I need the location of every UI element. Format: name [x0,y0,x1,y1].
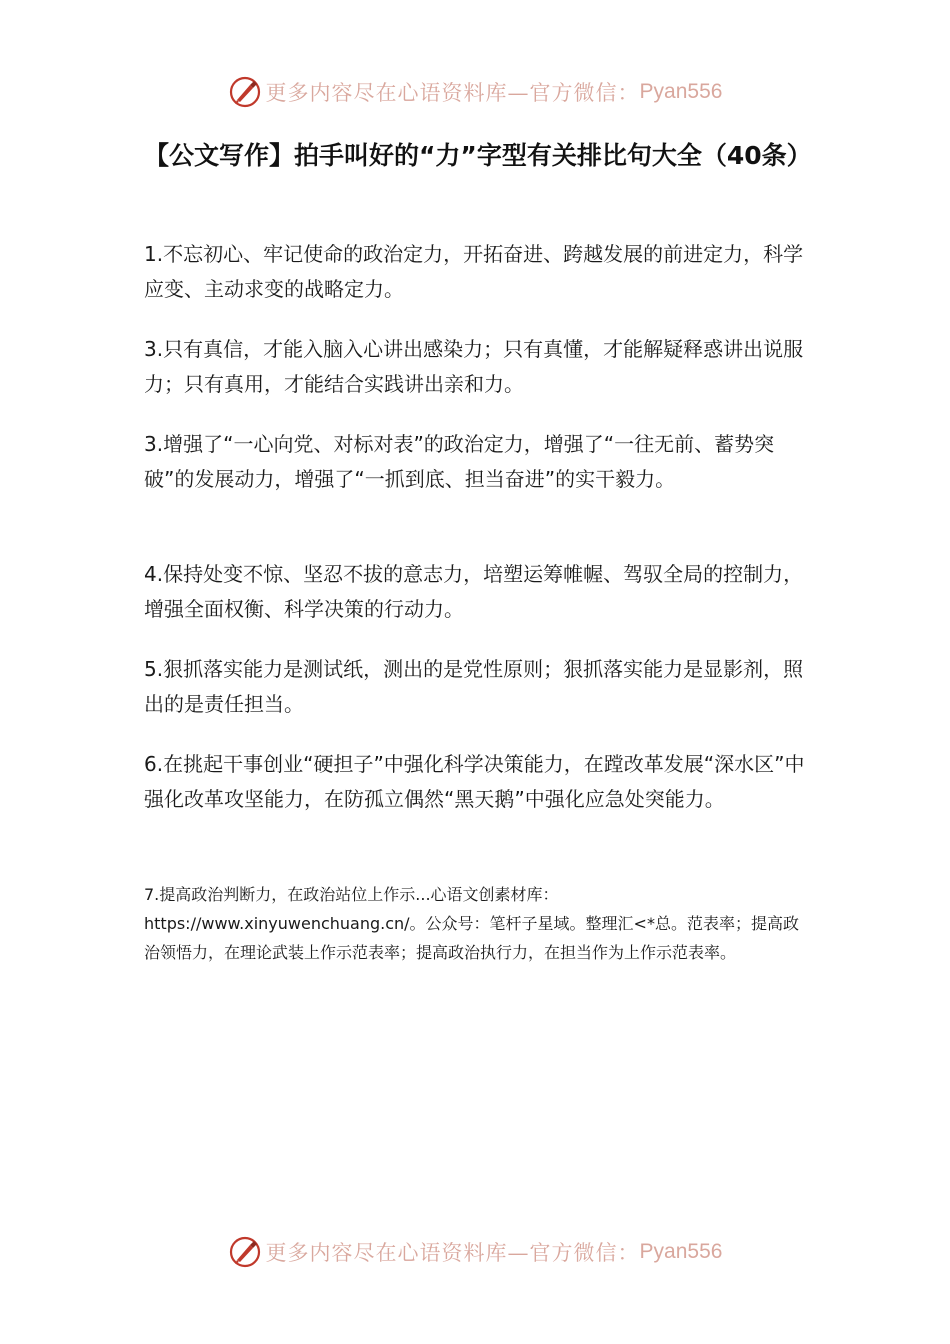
footer-banner-text: 更多内容尽在心语资料库—官方微信： [265,1241,640,1265]
pen-logo-icon [228,1235,262,1269]
pen-logo-icon [228,75,262,109]
paragraph-1: 1.不忘初心、牢记使命的政治定力，开拓奋进、跨越发展的前进定力，科学应变、主动求变的战略定力。 [144,242,804,301]
footer-banner-wechat-id: Pyan556 [639,1240,723,1263]
header-banner [0,72,950,112]
paragraph-2: 3.只有真信，才能入脑入心讲出感染力；只有真懂，才能解疑释惑讲出说服力；只有真用，才能结合实践讲出亲和力。 [144,337,804,396]
document-title: 【公文写作】拍手叫好的“力”字型有关排比句大全（40条） [144,141,812,170]
header-banner-text: 更多内容尽在心语资料库—官方微信： [265,81,640,105]
footer-banner [0,1232,950,1272]
paragraph-3: 3.增强了“一心向党、对标对表”的政治定力，增强了“一往无前、蓄势突破”的发展动力，增强了“一抓到底、担当奋进”的实干毅力。 [144,432,775,491]
header-banner-wechat-id: Pyan556 [639,80,723,103]
paragraph-6: 6.在挑起干事创业“硬担子”中强化科学决策能力，在蹚改革发展“深水区”中强化改革攻坚能力，在防孤立偶然“黑天鹅”中强化应急处突能力。 [144,752,805,811]
paragraph-7: 7.提高政治判断力，在政治站位上作示...心语文创素材库：https://www.xinyuwenchuang.cn/。公众号：笔杆子星域。整理汇<*总。范表率；提高政治领悟力，在理论武装上作示范表率；提高政治执行力，在担当作为上作示范表率。 [144,885,799,962]
paragraph-4: 4.保持处变不惊、坚忍不拔的意志力，培塑运筹帷幄、驾驭全局的控制力，增强全面权衡、科学决策的行动力。 [144,562,804,621]
paragraph-5: 5.狠抓落实能力是测试纸，测出的是党性原则；狠抓落实能力是显影剂，照出的是责任担当。 [144,657,804,716]
